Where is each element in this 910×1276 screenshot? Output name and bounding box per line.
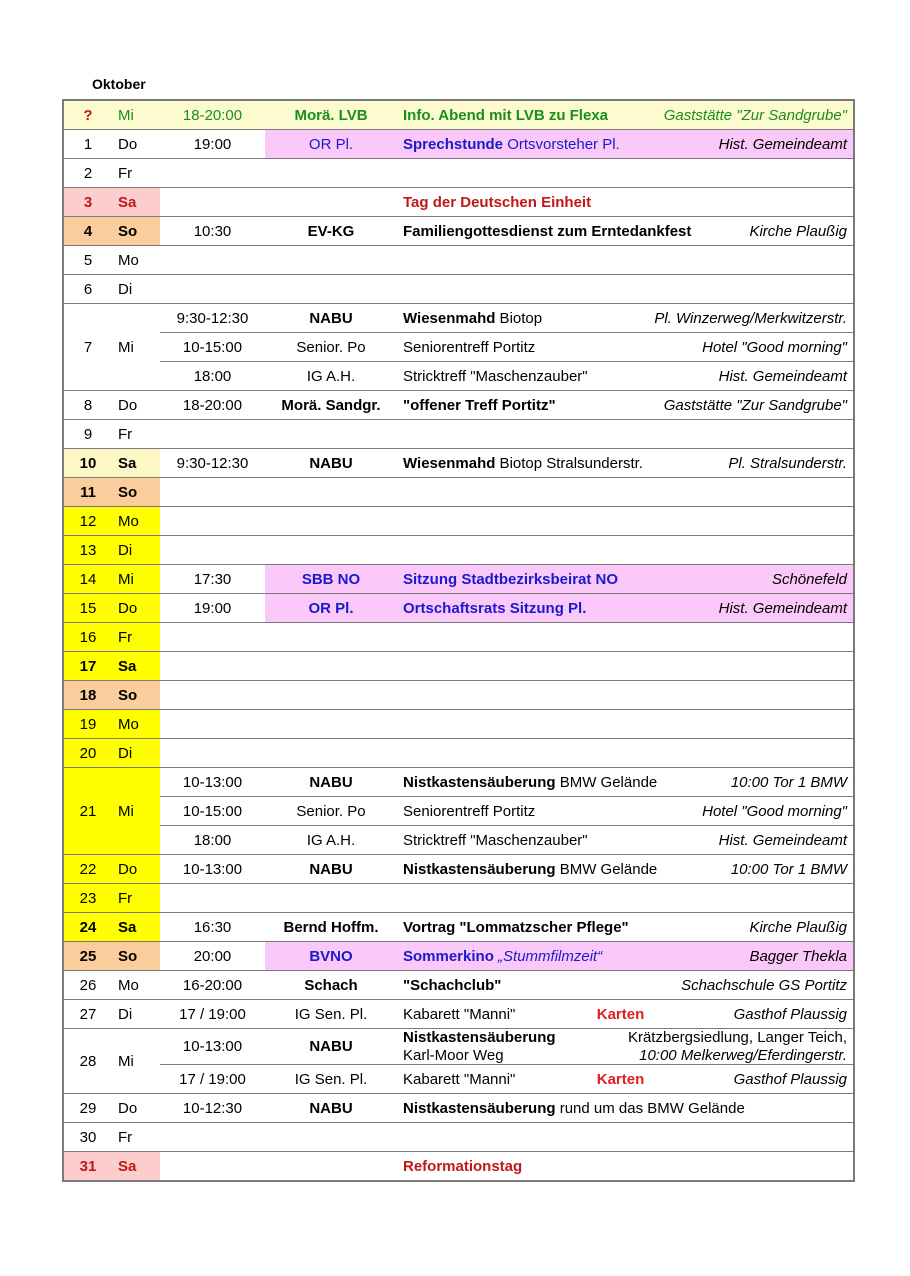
event-time [160, 275, 265, 304]
weekday: Sa [112, 1152, 160, 1182]
event-time [160, 507, 265, 536]
event-organizer: OR Pl. [265, 130, 397, 159]
calendar-table [62, 99, 855, 1182]
table-row [63, 246, 854, 275]
event-detail: „Stummfilmzeit“ [493, 947, 603, 965]
event-organizer: IG Sen. Pl. [265, 1000, 397, 1029]
table-row [63, 855, 854, 884]
day-number: 2 [63, 159, 112, 188]
event-time: 17:30 [160, 565, 265, 594]
event-organizer [265, 420, 397, 449]
table-row [63, 1065, 854, 1094]
day-number: 25 [63, 942, 112, 971]
event-time [160, 739, 265, 768]
event-time: 10-15:00 [160, 333, 265, 362]
event-location: Bagger Thekla [749, 947, 847, 965]
event-detail: Karl-Moor Weg [403, 1047, 504, 1064]
day-number: 28 [63, 1029, 112, 1094]
event-description [397, 971, 854, 1000]
event-location: Gasthof Plaussig [733, 1005, 847, 1023]
event-detail: BMW Gelände [555, 773, 658, 791]
table-row [63, 884, 854, 913]
event-time: 9:30-12:30 [160, 304, 265, 333]
event-time: 10-13:00 [160, 855, 265, 884]
event-title: Familiengottesdienst zum Erntedankfest [403, 222, 692, 240]
day-number: 17 [63, 652, 112, 681]
day-number: 6 [63, 275, 112, 304]
event-location: Hotel "Good morning" [702, 802, 847, 820]
day-number: 13 [63, 536, 112, 565]
event-organizer: Morä. LVB [265, 100, 397, 130]
event-organizer [265, 652, 397, 681]
event-title: Wiesenmahd [403, 309, 496, 327]
weekday: Mo [112, 507, 160, 536]
weekday: Mo [112, 971, 160, 1000]
table-row [63, 768, 854, 797]
event-time: 19:00 [160, 594, 265, 623]
event-title: Nistkastensäuberung [403, 773, 556, 791]
event-description [397, 884, 854, 913]
event-description [397, 768, 854, 797]
tickets-label: Karten [596, 1070, 645, 1088]
event-title: Info. Abend mit LVB zu Flexa [403, 106, 609, 124]
weekday: So [112, 681, 160, 710]
weekday: Sa [112, 913, 160, 942]
weekday: Mo [112, 246, 160, 275]
table-row [63, 739, 854, 768]
weekday: Mo [112, 710, 160, 739]
weekday: Fr [112, 420, 160, 449]
table-row [63, 275, 854, 304]
event-time: 19:00 [160, 130, 265, 159]
holiday-label: Tag der Deutschen Einheit [397, 188, 854, 217]
weekday: Do [112, 594, 160, 623]
event-description [397, 449, 854, 478]
event-description [397, 159, 854, 188]
event-organizer [265, 710, 397, 739]
event-description [397, 855, 854, 884]
event-time: 9:30-12:30 [160, 449, 265, 478]
table-row [63, 681, 854, 710]
event-location: Pl. Winzerweg/Merkwitzerstr. [654, 309, 847, 327]
event-description [397, 797, 854, 826]
day-number: 19 [63, 710, 112, 739]
event-organizer: BVNO [265, 942, 397, 971]
event-location: Kirche Plaußig [749, 918, 847, 936]
event-detail: Ortsvorsteher Pl. [503, 135, 620, 153]
event-organizer: NABU [265, 1094, 397, 1123]
table-row [63, 420, 854, 449]
event-description [397, 391, 854, 420]
tickets-label: Karten [596, 1005, 645, 1023]
event-title: Sitzung Stadtbezirksbeirat NO [403, 570, 619, 588]
event-description [397, 130, 854, 159]
table-row [63, 100, 854, 130]
event-time: 18-20:00 [160, 391, 265, 420]
event-organizer [265, 159, 397, 188]
table-row [63, 1123, 854, 1152]
event-time: 16:30 [160, 913, 265, 942]
event-organizer: Senior. Po [265, 333, 397, 362]
day-number: 31 [63, 1152, 112, 1182]
event-description [397, 1029, 854, 1065]
table-row [63, 130, 854, 159]
event-time [160, 478, 265, 507]
day-number: 10 [63, 449, 112, 478]
table-row [63, 391, 854, 420]
table-row [63, 507, 854, 536]
event-organizer: SBB NO [265, 565, 397, 594]
event-organizer [265, 507, 397, 536]
event-description [397, 1065, 854, 1094]
event-time [160, 159, 265, 188]
event-organizer: NABU [265, 449, 397, 478]
event-location: Gaststätte "Zur Sandgrube" [663, 106, 847, 124]
table-row [63, 1152, 854, 1182]
weekday: So [112, 217, 160, 246]
event-detail: Biotop Stralsunderstr. [495, 454, 643, 472]
event-detail: Kabarett "Manni" [403, 1005, 516, 1023]
table-row [63, 565, 854, 594]
day-number: 16 [63, 623, 112, 652]
event-time: 18-20:00 [160, 100, 265, 130]
weekday: Mi [112, 304, 160, 391]
event-time: 10:30 [160, 217, 265, 246]
event-title: Nistkastensäuberung [403, 860, 556, 878]
event-description [397, 594, 854, 623]
table-row [63, 710, 854, 739]
event-time: 16-20:00 [160, 971, 265, 1000]
event-time: 10-15:00 [160, 797, 265, 826]
event-organizer [265, 1123, 397, 1152]
event-organizer: OR Pl. [265, 594, 397, 623]
event-location: Gaststätte "Zur Sandgrube" [663, 396, 847, 414]
weekday: Di [112, 275, 160, 304]
event-organizer [265, 884, 397, 913]
event-description [397, 1123, 854, 1152]
event-organizer [265, 681, 397, 710]
table-row [63, 449, 854, 478]
event-time [160, 1123, 265, 1152]
day-number: ? [63, 100, 112, 130]
event-time [160, 536, 265, 565]
weekday: Di [112, 1000, 160, 1029]
table-row [63, 217, 854, 246]
weekday: Fr [112, 1123, 160, 1152]
day-number: 30 [63, 1123, 112, 1152]
event-time [160, 188, 265, 217]
day-number: 21 [63, 768, 112, 855]
event-description [397, 826, 854, 855]
event-title: Vortrag "Lommatzscher Pflege" [403, 918, 629, 936]
event-organizer: NABU [265, 855, 397, 884]
weekday: Mi [112, 100, 160, 130]
event-description [397, 333, 854, 362]
event-location-line2: 10:00 Melkerweg/Eferdingerstr. [639, 1047, 847, 1064]
table-row [63, 304, 854, 333]
event-organizer: IG Sen. Pl. [265, 1065, 397, 1094]
event-description [397, 246, 854, 275]
event-location: Hotel "Good morning" [702, 338, 847, 356]
event-title: Nistkastensäuberung [403, 1099, 556, 1117]
day-number: 15 [63, 594, 112, 623]
day-number: 3 [63, 188, 112, 217]
event-location-line1: Krätzbergsiedlung, Langer Teich, [627, 1029, 847, 1046]
weekday: Sa [112, 188, 160, 217]
day-number: 24 [63, 913, 112, 942]
event-organizer [265, 275, 397, 304]
event-organizer [265, 623, 397, 652]
event-organizer: EV-KG [265, 217, 397, 246]
day-number: 9 [63, 420, 112, 449]
event-description [397, 739, 854, 768]
event-organizer: NABU [265, 304, 397, 333]
event-time: 18:00 [160, 362, 265, 391]
day-number: 8 [63, 391, 112, 420]
event-description [397, 1000, 854, 1029]
event-description [397, 942, 854, 971]
event-location: Schachschule GS Portitz [681, 976, 847, 994]
event-location: Hist. Gemeindeamt [718, 367, 847, 385]
event-location: Hist. Gemeindeamt [718, 599, 847, 617]
event-title: "offener Treff Portitz" [403, 396, 556, 414]
event-time: 18:00 [160, 826, 265, 855]
weekday: Mi [112, 565, 160, 594]
event-detail: Kabarett "Manni" [403, 1070, 516, 1088]
event-title: Ortschaftsrats Sitzung Pl. [403, 599, 587, 617]
day-number: 18 [63, 681, 112, 710]
event-organizer: NABU [265, 768, 397, 797]
event-detail: Stricktreff "Maschenzauber" [403, 367, 588, 385]
month-title: Oktober [92, 76, 146, 92]
day-number: 29 [63, 1094, 112, 1123]
event-organizer: Senior. Po [265, 797, 397, 826]
event-description [397, 681, 854, 710]
event-description [397, 478, 854, 507]
weekday: So [112, 942, 160, 971]
weekday: Sa [112, 652, 160, 681]
event-organizer [265, 188, 397, 217]
weekday: Mi [112, 768, 160, 855]
event-description [397, 652, 854, 681]
event-location: Schönefeld [771, 570, 847, 588]
table-row [63, 971, 854, 1000]
event-organizer: Morä. Sandgr. [265, 391, 397, 420]
event-detail: BMW Gelände [555, 860, 658, 878]
event-time: 10-13:00 [160, 768, 265, 797]
day-number: 20 [63, 739, 112, 768]
event-location: 10:00 Tor 1 BMW [730, 860, 847, 878]
event-organizer [265, 478, 397, 507]
event-time [160, 246, 265, 275]
holiday-label: Reformationstag [397, 1152, 854, 1182]
event-organizer: IG A.H. [265, 826, 397, 855]
event-title: Wiesenmahd [403, 454, 496, 472]
event-detail: Seniorentreff Portitz [403, 802, 536, 820]
event-description [397, 536, 854, 565]
weekday: Do [112, 130, 160, 159]
day-number: 7 [63, 304, 112, 391]
table-row [63, 478, 854, 507]
event-location: Kirche Plaußig [749, 222, 847, 240]
day-number: 14 [63, 565, 112, 594]
event-time [160, 710, 265, 739]
weekday: Sa [112, 449, 160, 478]
event-description [397, 362, 854, 391]
day-number: 1 [63, 130, 112, 159]
event-description [397, 217, 854, 246]
table-row [63, 333, 854, 362]
table-row [63, 1029, 854, 1065]
day-number: 5 [63, 246, 112, 275]
table-row [63, 1094, 854, 1123]
event-title: Nistkastensäuberung [403, 1029, 556, 1046]
event-detail: Stricktreff "Maschenzauber" [403, 831, 588, 849]
table-row [63, 536, 854, 565]
event-time: 10-12:30 [160, 1094, 265, 1123]
event-time [160, 652, 265, 681]
event-title: "Schachclub" [403, 976, 502, 994]
event-time [160, 1152, 265, 1182]
day-number: 12 [63, 507, 112, 536]
event-description [397, 507, 854, 536]
event-time [160, 884, 265, 913]
weekday: So [112, 478, 160, 507]
day-number: 26 [63, 971, 112, 1000]
table-row [63, 652, 854, 681]
table-row [63, 913, 854, 942]
event-title: Sprechstunde [403, 135, 504, 153]
table-row [63, 942, 854, 971]
day-number: 22 [63, 855, 112, 884]
event-description [397, 913, 854, 942]
table-row [63, 797, 854, 826]
day-number: 27 [63, 1000, 112, 1029]
weekday: Di [112, 739, 160, 768]
weekday: Do [112, 391, 160, 420]
event-description [397, 623, 854, 652]
table-row [63, 362, 854, 391]
event-time [160, 623, 265, 652]
table-row [63, 623, 854, 652]
event-organizer: Bernd Hoffm. [265, 913, 397, 942]
table-row [63, 188, 854, 217]
weekday: Do [112, 855, 160, 884]
day-number: 11 [63, 478, 112, 507]
weekday: Fr [112, 159, 160, 188]
event-detail: rund um das BMW Gelände [555, 1099, 745, 1117]
event-organizer [265, 739, 397, 768]
weekday: Do [112, 1094, 160, 1123]
event-description [397, 710, 854, 739]
event-time [160, 420, 265, 449]
weekday: Mi [112, 1029, 160, 1094]
event-location: 10:00 Tor 1 BMW [730, 773, 847, 791]
event-description [397, 565, 854, 594]
event-organizer: NABU [265, 1029, 397, 1065]
event-location: Hist. Gemeindeamt [718, 135, 847, 153]
event-location: Gasthof Plaussig [733, 1070, 847, 1088]
table-row [63, 594, 854, 623]
event-description [397, 1094, 854, 1123]
day-number: 23 [63, 884, 112, 913]
event-time: 20:00 [160, 942, 265, 971]
event-detail: Seniorentreff Portitz [403, 338, 536, 356]
event-description [397, 304, 854, 333]
weekday: Fr [112, 623, 160, 652]
event-time: 17 / 19:00 [160, 1065, 265, 1094]
event-location: Pl. Stralsunderstr. [728, 454, 847, 472]
event-organizer: Schach [265, 971, 397, 1000]
event-title: Sommerkino [403, 947, 494, 965]
table-row [63, 159, 854, 188]
event-organizer [265, 246, 397, 275]
event-description [397, 275, 854, 304]
weekday: Fr [112, 884, 160, 913]
event-description [397, 420, 854, 449]
event-organizer [265, 536, 397, 565]
table-row [63, 826, 854, 855]
table-row [63, 1000, 854, 1029]
event-organizer [265, 1152, 397, 1182]
event-organizer: IG A.H. [265, 362, 397, 391]
event-detail: Biotop [495, 309, 543, 327]
event-location: Hist. Gemeindeamt [718, 831, 847, 849]
event-time: 10-13:00 [160, 1029, 265, 1065]
event-time [160, 681, 265, 710]
event-description [397, 100, 854, 130]
day-number: 4 [63, 217, 112, 246]
weekday: Di [112, 536, 160, 565]
event-time: 17 / 19:00 [160, 1000, 265, 1029]
